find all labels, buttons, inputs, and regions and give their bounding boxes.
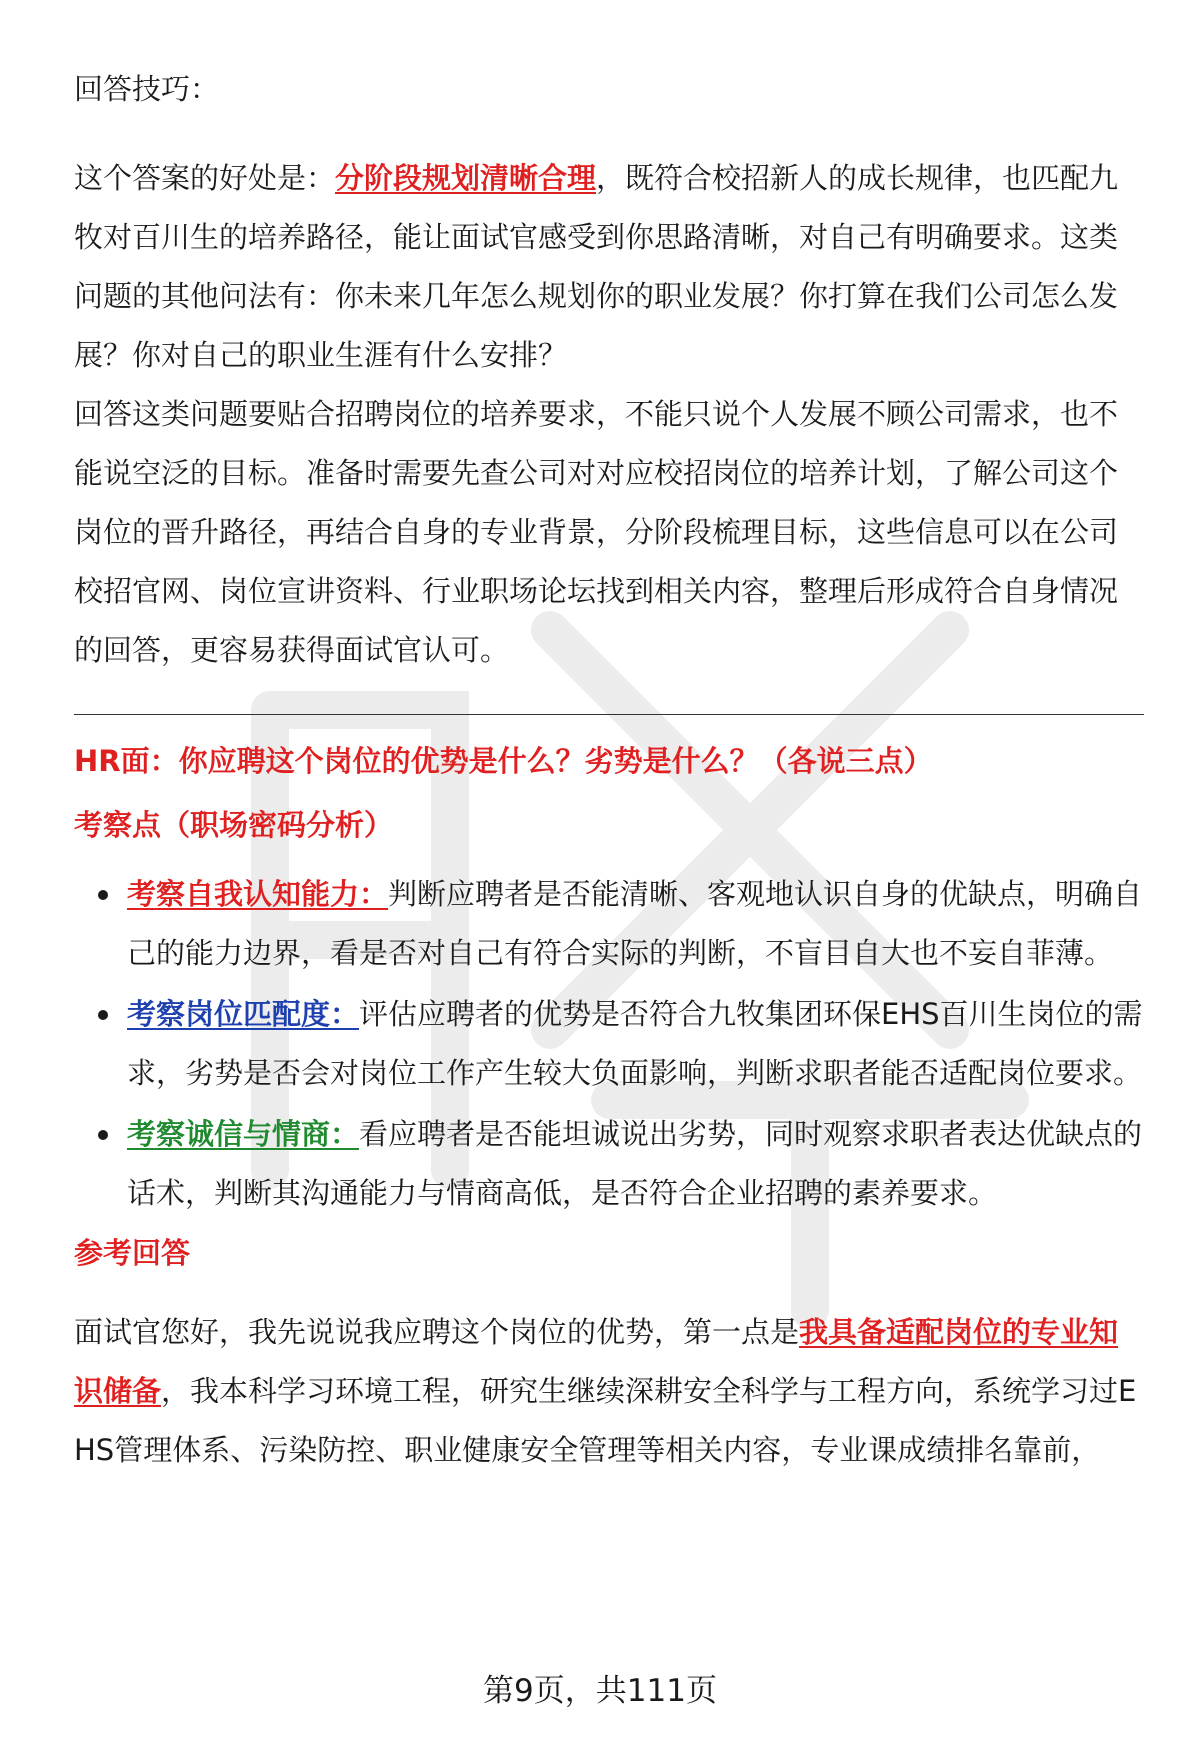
question-heading: HR面：你应聘这个岗位的优势是什么？劣势是什么？（各说三点） (74, 744, 933, 778)
tips-paragraph-1 (74, 149, 1144, 385)
reference-heading: 参考回答 (74, 1236, 191, 1270)
bullet-icon (98, 1130, 108, 1140)
point-title: 考察自我认知能力： (127, 877, 389, 911)
assessment-point-job-fit (74, 985, 1144, 1103)
point-title: 考察诚信与情商： (127, 1117, 360, 1151)
tips-paragraph-2: 回答这类问题要贴合招聘岗位的培养要求，不能只说个人发展不顾公司需求，也不能说空泛的目标。准备时需要先查公司对对应校招岗位的培养计划，了解公司这个岗位的晋升路径，再结合自身的专业背景，分阶段梳理目标，这些信息可以在公司校招官网、岗位宣讲资料、行业职场论坛找到相关内容，整理后形成符合自身情况的回答，更容易获得面试官认可。 (74, 397, 1119, 667)
reference-prefix: 面试官您好，我先说说我应聘这个岗位的优势，第一点是 (74, 1315, 800, 1349)
document-page (74, 60, 1144, 1480)
assessment-points-list (74, 865, 1144, 1223)
point-text: 评估应聘者的优势是否符合九牧集团环保EHS百川生岗位的需求，劣势是否会对岗位工作产生较大负面影响，判断求职者能否适配岗位要求。 (127, 997, 1143, 1090)
page-footer: 第9页，共111页 (483, 1673, 717, 1709)
tips-label: 回答技巧： (74, 72, 220, 106)
point-text: 判断应聘者是否能清晰、客观地认识自身的优缺点，明确自己的能力边界，看是否对自己有符合实际的判断，不盲目自大也不妄自菲薄。 (127, 877, 1143, 970)
reference-paragraph (74, 1303, 1144, 1480)
tips-paragraph-1-rest: ，既符合校招新人的成长规律，也匹配九牧对百川生的培养路径，能让面试官感受到你思路清晰，对自己有明确要求。这类问题的其他问法有：你未来几年怎么规划你的职业发展？你打算在我们公司怎么发展？你对自己的职业生涯有什么安排？ (74, 161, 1119, 372)
reference-rest: ，我本科学习环境工程，研究生继续深耕安全科学与工程方向，系统学习过EHS管理体系、污染防控、职业健康安全管理等相关内容，专业课成绩排名靠前， (74, 1374, 1137, 1467)
section-divider (74, 714, 1144, 715)
bullet-icon (98, 1010, 108, 1020)
point-text: 看应聘者是否能坦诚说出劣势，同时观察求职者表达优缺点的话术，判断其沟通能力与情商高低，是否符合企业招聘的素养要求。 (127, 1117, 1143, 1210)
point-title: 考察岗位匹配度： (127, 997, 360, 1031)
tips-paragraph-1-prefix: 这个答案的好处是： (74, 161, 336, 195)
points-heading: 考察点（职场密码分析） (74, 808, 394, 842)
assessment-point-integrity-eq (74, 1105, 1144, 1223)
assessment-point-self-awareness (74, 865, 1144, 983)
tips-highlight: 分阶段规划清晰合理 (335, 161, 597, 195)
reference-highlight: 我具备适配岗位的专业知识储备 (74, 1315, 1119, 1408)
bullet-icon (98, 890, 108, 900)
